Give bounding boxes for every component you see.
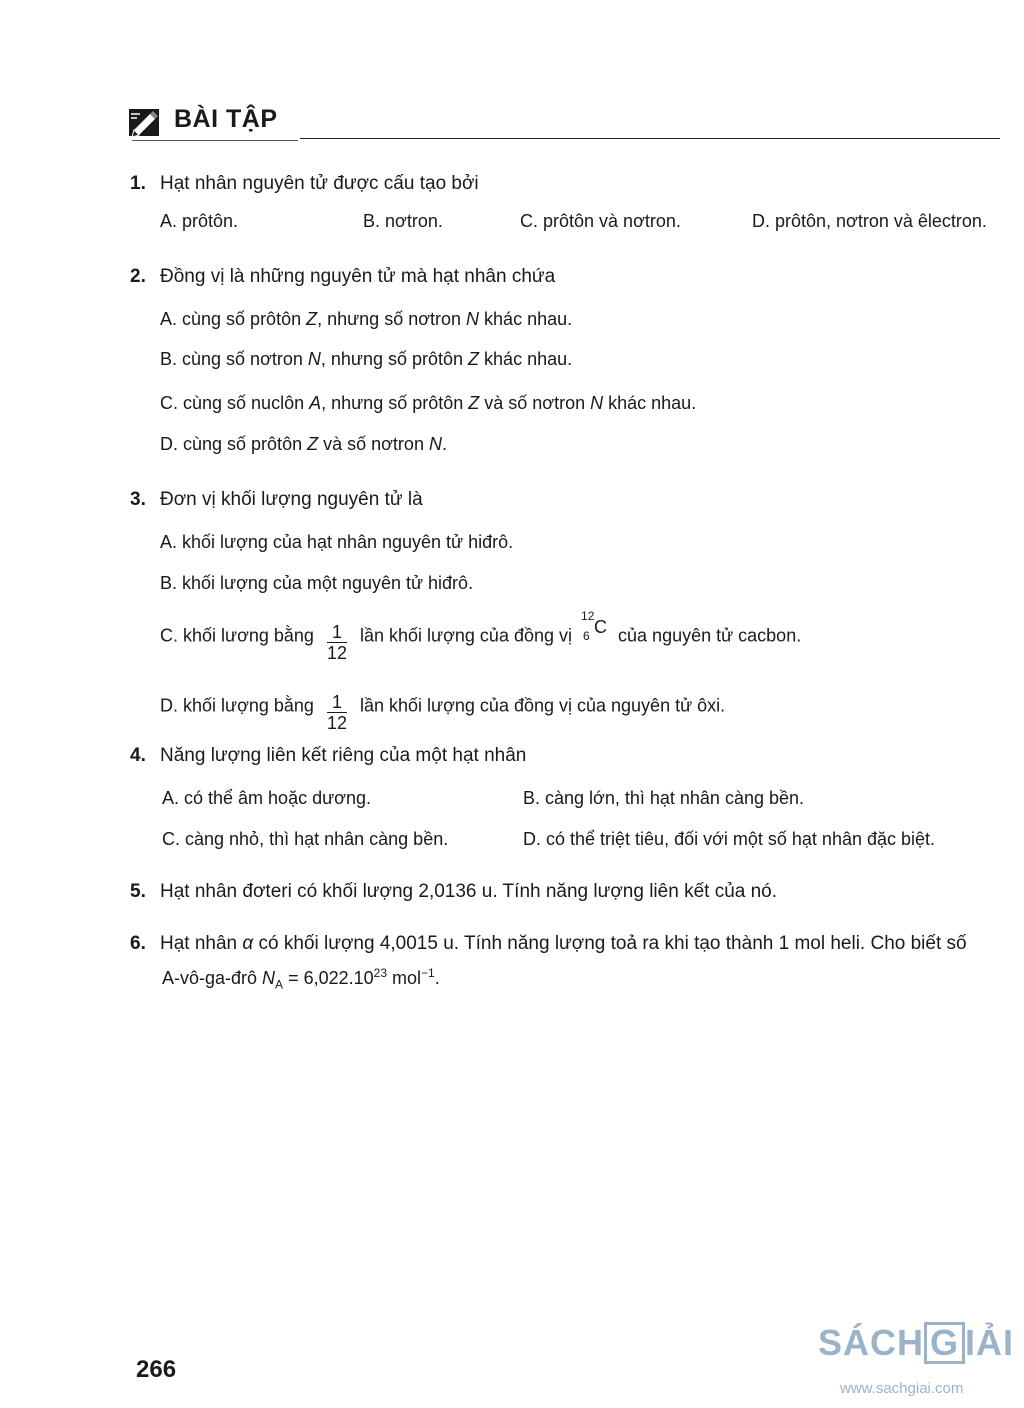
question-text: Hạt nhân α có khối lượng 4,0015 u. Tính năng lượng toả ra khi tạo thành 1 mol heli. Cho biết số <box>160 933 967 954</box>
question-text: Đơn vị khối lượng nguyên tử là <box>160 489 423 510</box>
question-text: Đồng vị là những nguyên tử mà hạt nhân chứa <box>160 266 556 287</box>
watermark-logo: SÁCH G IẢI <box>818 1322 1015 1363</box>
q2-option-d: D. cùng số prôtôn Z và số nơtron N. <box>160 434 447 454</box>
question-number: 1. <box>130 173 146 194</box>
question-number: 4. <box>130 745 146 766</box>
q2-option-c: C. cùng số nuclôn A, nhưng số prôtôn Z và số nơtron N khác nhau. <box>160 393 697 413</box>
question-number: 5. <box>130 881 146 902</box>
q3-option-c: C. khối lương bằng $\frac{1}{12}$ lần khối lượng của đồng vị 12 6 C của nguyên tử cacbon. <box>160 609 802 663</box>
q2-option-b: B. cùng số nơtron N, nhưng số prôtôn Z khác nhau. <box>160 349 573 369</box>
q4-option-c: C. càng nhỏ, thì hạt nhân càng bền. <box>162 829 449 849</box>
question-number: 2. <box>130 266 146 287</box>
q4-option-d: D. có thể triệt tiêu, đối với một số hạt nhân đặc biệt. <box>523 829 936 849</box>
q4-option-b: B. càng lớn, thì hạt nhân càng bền. <box>523 788 805 808</box>
title-underline <box>132 140 298 141</box>
question-text: Hạt nhân nguyên tử được cấu tạo bởi <box>160 173 479 194</box>
section-header <box>128 104 1000 144</box>
q2-option-a: A. cùng số prôtôn Z, nhưng số nơtron N khác nhau. <box>160 309 573 329</box>
watermark-url: www.sachgiai.com <box>840 1380 964 1397</box>
q6-line-2: A-vô-ga-đrô $N_A = 6,022.10^{23}$ mol$^{-1}$. <box>162 966 440 992</box>
q3-option-d: D. khối lượng bằng $\frac{1}{12}$ lần khối lượng của đồng vị của nguyên tử ôxi. <box>160 692 726 733</box>
q1-option-b: B. nơtron. <box>363 211 443 231</box>
q3-option-b: B. khối lượng của một nguyên tử hiđrô. <box>160 573 474 593</box>
q1-option-d: D. prôtôn, nơtron và êlectron. <box>752 211 987 231</box>
question-text: Năng lượng liên kết riêng của một hạt nhân <box>160 745 527 766</box>
q4-option-a: A. có thể âm hoặc dương. <box>162 788 371 808</box>
q1-option-c: C. prôtôn và nơtron. <box>520 211 681 231</box>
section-title: BÀI TẬP <box>174 105 278 133</box>
question-number: 6. <box>130 933 146 954</box>
pencil-writing-icon <box>128 106 162 138</box>
header-rule <box>300 138 1000 139</box>
question-text: Hạt nhân đơteri có khối lượng 2,0136 u. Tính năng lượng liên kết của nó. <box>160 881 778 902</box>
carbon-isotope: 12 6 C <box>581 609 608 644</box>
question-number: 3. <box>130 489 146 510</box>
page-number: 266 <box>136 1356 177 1383</box>
q1-option-a: A. prôtôn. <box>160 211 239 231</box>
fraction: $\frac{1}{12}$ <box>326 692 347 733</box>
q3-option-a: A. khối lượng của hạt nhân nguyên tử hiđrô. <box>160 532 514 552</box>
fraction: $\frac{1}{12}$ <box>326 622 347 663</box>
